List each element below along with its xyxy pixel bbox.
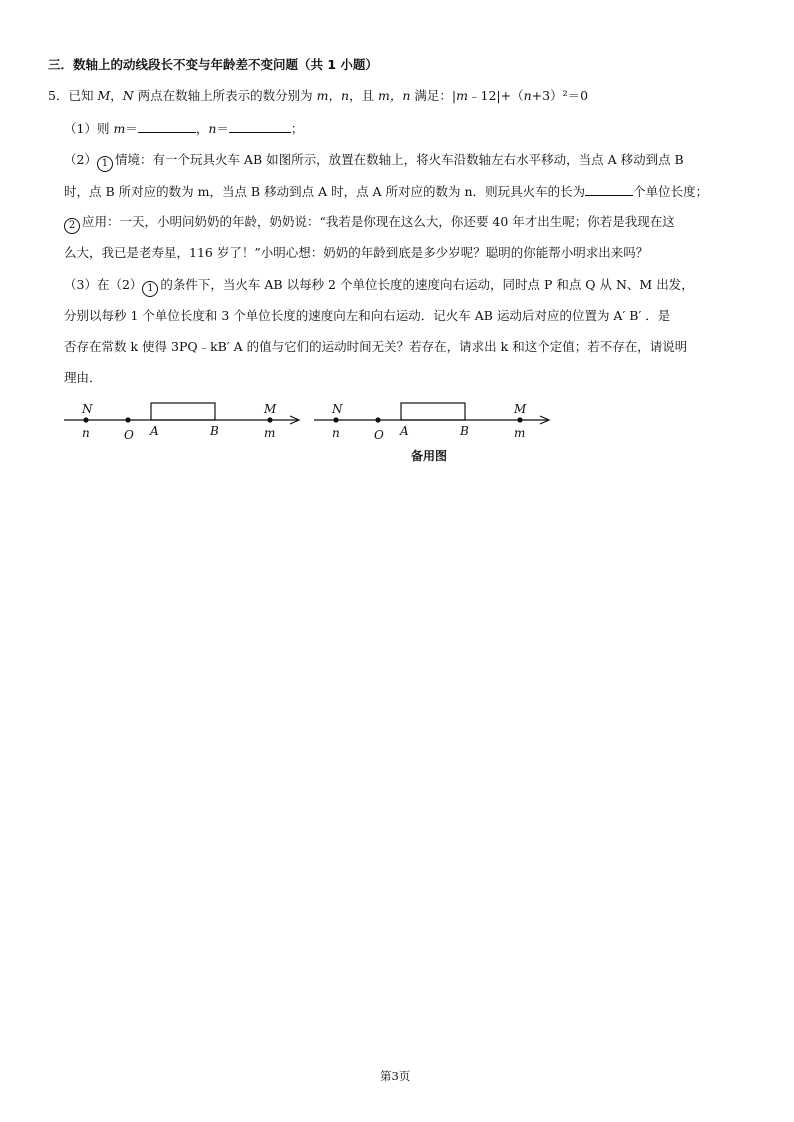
question-2-line-3 (64, 214, 675, 234)
label-m: m (264, 426, 276, 440)
number-line-figure (64, 398, 304, 446)
stem-text: 两点在数轴上所表示的数分别为 (133, 88, 317, 103)
stem-var: m，n (378, 88, 411, 103)
label-n: n (82, 426, 90, 440)
label-O: O (124, 428, 134, 442)
label-A: A (150, 424, 159, 438)
question-1 (64, 120, 303, 137)
q1-var: n (208, 121, 217, 136)
stem-text: 满足：| (410, 88, 457, 103)
q3-text: 否存在常数 k 使得 3PQ﹣kB′ A 的值与它们的运动时间无关？若存在，请求出 k 和这个定值；若不存在，请说明 (64, 339, 688, 354)
stem-text: ﹣12|+（ (468, 88, 524, 103)
q1-text: ＝ (216, 121, 229, 136)
q2-text: 应用：一天，小明问奶奶的年龄，奶奶说：“我若是你现在这么大，你还要 40 年才出生呢；你若是我现在这 (82, 214, 675, 229)
label-B: B (460, 424, 469, 438)
q1-text: ； (290, 121, 304, 136)
q2-text: 情境：有一个玩具火车 AB 如图所示，放置在数轴上，将火车沿数轴左右水平移动，当点 A 移动到点 B (114, 152, 684, 167)
q2-text: 时，点 B 所对应的数为 m，当点 B 移动到点 A 时，点 A 所对应的数为 n．则玩具火车的长为 (64, 184, 586, 199)
label-N: N (82, 402, 93, 416)
label-m: m (514, 426, 526, 440)
question-3-line-4 (64, 370, 102, 386)
label-n: n (332, 426, 340, 440)
stem-var: N (122, 88, 134, 103)
q1-var: m (113, 121, 126, 136)
question-2-line-4 (64, 245, 648, 261)
q2-text: 个单位长度； (633, 184, 709, 199)
section-title: 三．数轴上的动线段长不变与年龄差不变问题（共 1 小题） (48, 57, 378, 72)
stem-var: m，n (316, 88, 350, 103)
q3-text: 理由． (64, 370, 102, 385)
stem-var: m (456, 88, 468, 103)
point-o (125, 417, 130, 422)
answer-blank-m[interactable] (138, 120, 196, 133)
point-o (375, 417, 380, 422)
circled-number: 1 (97, 156, 113, 172)
label-B: B (210, 424, 219, 438)
q1-text: ， (195, 121, 209, 136)
question-3-line-1 (64, 277, 694, 297)
stem-var: M (97, 88, 111, 103)
answer-blank-train-length[interactable] (585, 183, 633, 196)
label-M: M (264, 402, 277, 416)
page-number: 第3页 (380, 1069, 411, 1083)
label-N: N (332, 402, 343, 416)
label-O: O (374, 428, 384, 442)
train-rect (151, 403, 215, 420)
stem-text: ， (110, 88, 123, 103)
question-3-line-2 (64, 308, 670, 324)
label-A: A (400, 424, 409, 438)
circled-number: 1 (142, 281, 158, 297)
stem-text: +3）²＝0 (531, 88, 589, 103)
spare-number-line-figure (314, 398, 554, 446)
q3-text: 分别以每秒 1 个单位长度和 3 个单位长度的速度向左和向右运动．记火车 AB 运动后对应的位置为 A′ B′ ．是 (64, 308, 671, 323)
figure-caption: 备用图 (411, 449, 448, 463)
train-rect (401, 403, 465, 420)
point-n (333, 417, 338, 422)
q2-text: （2） (64, 152, 97, 167)
stem-var: n (523, 88, 532, 103)
point-m (267, 417, 272, 422)
q1-text: ＝ (125, 121, 138, 136)
problem-stem (48, 88, 588, 104)
question-2-line-1 (64, 152, 684, 172)
question-2-line-2 (64, 183, 708, 200)
stem-text: 5．已知 (48, 88, 98, 103)
question-3-line-3 (64, 339, 687, 355)
answer-blank-n[interactable] (229, 120, 291, 133)
label-M: M (514, 402, 527, 416)
point-m (517, 417, 522, 422)
circled-number: 2 (64, 218, 80, 234)
stem-text: ，且 (349, 88, 379, 103)
point-n (83, 417, 88, 422)
q1-text: （1）则 (64, 121, 114, 136)
q3-text: （3）在（2） (64, 277, 143, 292)
q3-text: 的条件下，当火车 AB 以每秒 2 个单位长度的速度向右运动，同时点 P 和点 Q 从 N、M 出发， (160, 277, 694, 292)
q2-text: 么大，我已是老寿星，116 岁了！”小明心想：奶奶的年龄到底是多少岁呢？聪明的你能帮小明求出来吗？ (64, 245, 649, 260)
